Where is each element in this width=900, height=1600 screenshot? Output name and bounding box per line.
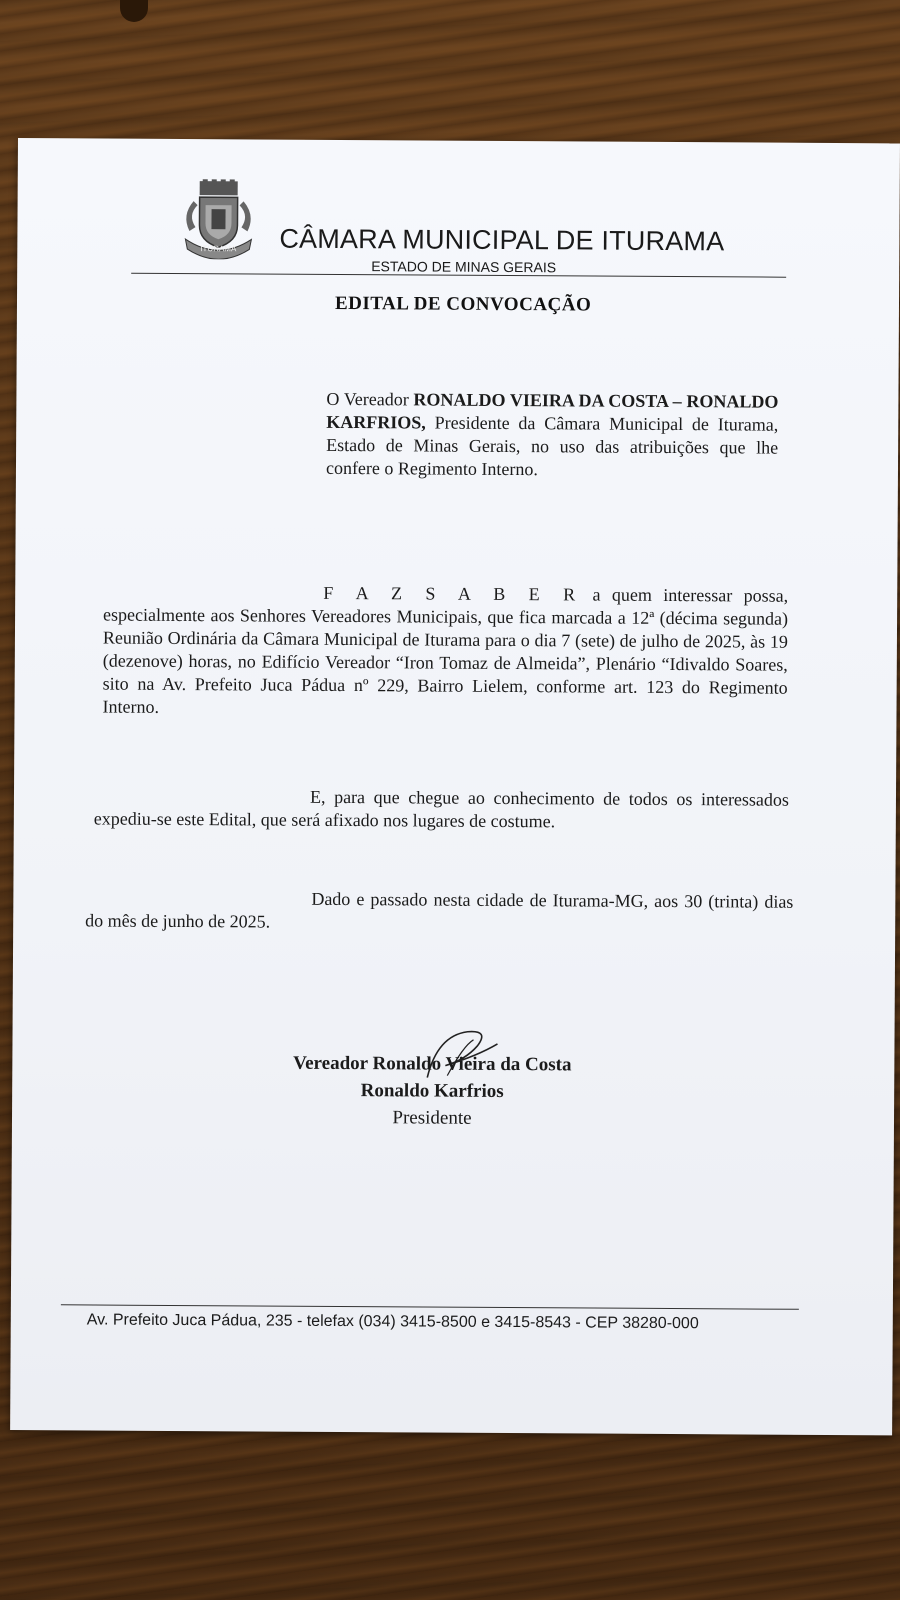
footer-divider [61, 1304, 799, 1310]
faz-saber-lead: F A Z S A B E R [323, 582, 582, 605]
president-name: RONALDO VIEIRA DA COSTA – RONALDO KARFRIOS, [326, 389, 779, 433]
intro-paragraph [326, 388, 779, 483]
notice-paragraph [102, 581, 788, 723]
intro-pre: O Vereador [326, 388, 414, 410]
signature-block [232, 1049, 632, 1132]
notice-text: a quem interessar possa, especialmente aos Senhores Vereadores Municipais, que fica marcada a 12ª (décima segunda) Reunião Ordinária da Câmara Municipal de Iturama para o dia 7 (sete) de julho de 2025, às 19 (dezenove) horas, no Edifício Vereador “Iron Tomaz de Almeida”, Plenário “Idivaldo Soares, sito na Av. Prefeito Juca Pádua nº 229, Bairro Lielem, conforme art. 123 do Regimento Interno. [102, 584, 789, 717]
signatory-name: Vereador Ronaldo Vieira da Costa [293, 1052, 572, 1076]
logo-ribbon-text: ITURAMA [200, 244, 237, 254]
footer-address: Av. Prefeito Juca Pádua, 235 - telefax (034) 3415-8500 e 3415-8543 - CEP 38280-000 [86, 1311, 699, 1333]
intro-post: Presidente da Câmara Municipal de Iturama, Estado de Minas Gerais, no uso das atribuições que lhe confere o Regimento Interno. [325, 412, 779, 480]
signatory-role: Presidente [392, 1107, 472, 1129]
publication-paragraph: E, para que chegue ao conhecimento de todos os interessados expediu-se este Edital, que será afixado nos lugares de costume. [93, 786, 790, 832]
document-page [10, 138, 900, 1435]
state-subtitle: ESTADO DE MINAS GERAIS [371, 258, 557, 276]
date-paragraph: Dado e passado nesta cidade de Iturama-MG, aos 30 (trinta) dias do mês de junho de 2025. [85, 888, 794, 932]
coat-of-arms-logo [175, 179, 261, 260]
pin-hole [120, 0, 148, 22]
institution-title: CÂMARA MUNICIPAL DE ITURAMA [279, 223, 725, 257]
signatory-nickname: Ronaldo Karfrios [360, 1080, 504, 1102]
document-title: EDITAL DE CONVOCAÇÃO [334, 292, 592, 316]
